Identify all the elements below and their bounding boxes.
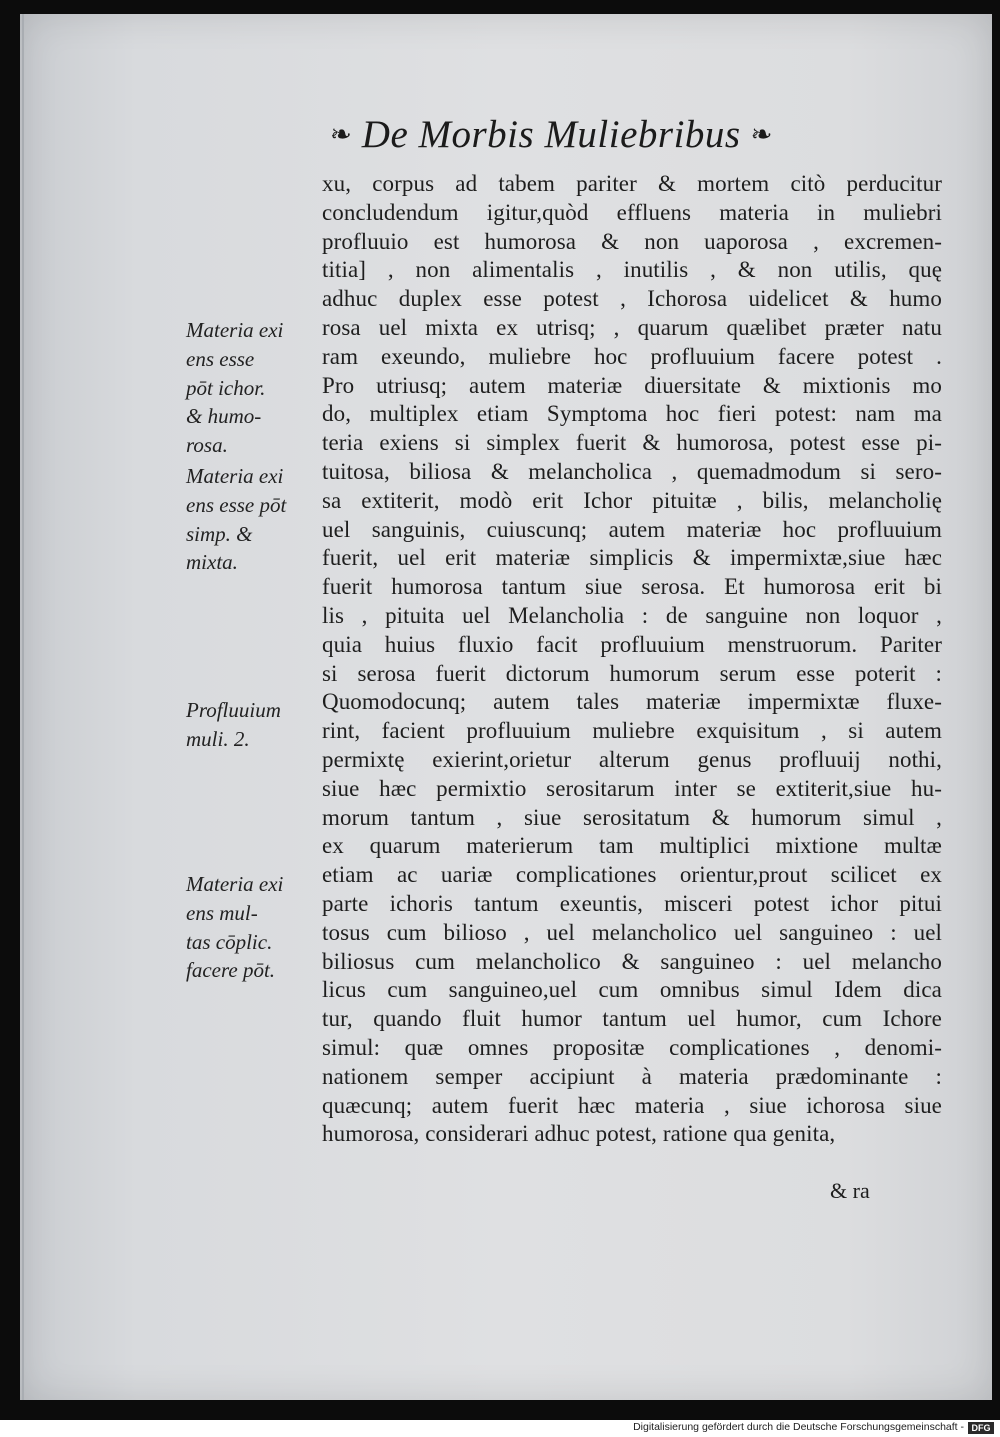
text-line: biliosus cum melancholico & sanguineo : uel melancho xyxy=(322,948,942,974)
margin-note-line: ens esse xyxy=(186,346,255,371)
margin-note-line: ens esse pōt xyxy=(186,492,287,517)
funding-credit: Digitalisierung gefördert durch die Deutsche Forschungsgemeinschaft - xyxy=(633,1421,964,1433)
text-line: simul: quæ omnes propositæ complicationes , denomi- xyxy=(322,1034,942,1060)
text-line: siue hæc permixtio serositarum inter se extiterit,siue hu- xyxy=(322,775,942,801)
text-line: adhuc duplex esse potest , Ichorosa uidelicet & humo xyxy=(322,286,942,312)
catchword: & ra xyxy=(830,1178,870,1203)
margin-note-line: tas cōplic. xyxy=(186,929,273,954)
margin-note-line: & humo- xyxy=(186,404,262,429)
running-header xyxy=(330,112,850,166)
text-line: etiam ac uariæ complicationes orientur,prout scilicet ex xyxy=(322,862,942,888)
text-line: humorosa, considerari adhuc potest, ratione qua genita, xyxy=(322,1121,836,1147)
text-line: fuerit, uel erit materiæ simplicis & impermixtæ,siue hæc xyxy=(322,545,942,571)
text-line: Pro utriusq; autem materiæ diuersitate & mixtionis mo xyxy=(322,372,942,398)
margin-note-simplex xyxy=(186,462,314,577)
margin-note-line: Materia exi xyxy=(186,872,284,896)
text-line: quia huius fluxio facit profluuium menstruorum. Pariter xyxy=(322,631,942,657)
text-line: si serosa fuerit dictorum humorum serum esse poterit : xyxy=(322,660,942,686)
text-line: tuitosa, biliosa & melancholica , quemadmodum si sero- xyxy=(322,458,942,484)
margin-note-line: pōt ichor. xyxy=(186,375,266,400)
margin-note-line: rosa. xyxy=(186,433,228,458)
text-line: lis , pituita uel Melancholia : de sanguine non loquor , xyxy=(322,602,942,628)
margin-note-line: Profluuium xyxy=(186,698,281,722)
ornament-left-icon: ❧ xyxy=(330,119,352,149)
text-line: parte ichoris tantum exeuntis, misceri potest ichor pitui xyxy=(322,890,942,916)
running-title: De Morbis Muliebribus xyxy=(361,113,741,156)
text-line: ex quarum materierum tam multiplici mixtione multæ xyxy=(322,833,942,859)
margin-note-ichor xyxy=(186,316,314,460)
text-line: Quomodocunq; autem tales materiæ impermixtæ fluxe- xyxy=(322,689,942,715)
text-line: quæcunq; autem fuerit hæc materia , siue ichorosa siue xyxy=(322,1092,942,1118)
margin-note-line: facere pōt. xyxy=(186,958,276,983)
margin-note-line: simp. & xyxy=(186,521,253,546)
text-line: licus cum sanguineo,uel cum omnibus simul Idem dica xyxy=(322,977,942,1003)
text-line: ram exeundo, muliebre hoc profluuium facere potest . xyxy=(322,343,942,369)
margin-note-line: mixta. xyxy=(186,550,238,575)
margin-note-line: Materia exi xyxy=(186,318,284,342)
dfg-logo: DFG xyxy=(968,1422,994,1434)
text-line: permixtę exierint,orietur alterum genus profluuij nothi, xyxy=(322,746,942,772)
text-line: sa extiterit, modò erit Ichor pituitæ , bilis, melancholię xyxy=(322,487,942,513)
text-line: fuerit humorosa tantum siue serosa. Et humorosa erit bi xyxy=(322,574,942,600)
text-line: xu, corpus ad tabem pariter & mortem citò perducitur xyxy=(322,171,942,196)
ornament-right-icon: ❧ xyxy=(750,119,773,149)
main-text-block xyxy=(322,170,942,1149)
margin-note-profluuium xyxy=(186,696,314,754)
text-line: do, multiplex etiam Symptoma hoc fieri potest: nam ma xyxy=(322,401,942,427)
footer-bar xyxy=(0,1420,1000,1437)
margin-note-line: muli. 2. xyxy=(186,726,250,751)
text-line: teria exiens si simplex fuerit & humorosa, potest esse pi- xyxy=(322,430,942,456)
text-line: tosus cum bilioso , uel melancholico uel sanguineo : uel xyxy=(322,919,942,945)
text-line: rint, facient profluuium muliebre exquisitum , si autem xyxy=(322,718,942,744)
margin-note-complicationes xyxy=(186,870,314,985)
text-line: morum tantum , siue serositatum & humorum simul , xyxy=(322,804,942,830)
text-line: nationem semper accipiunt à materia prædominante : xyxy=(322,1063,942,1089)
text-line: uel sanguinis, cuiuscunq; autem materiæ hoc profluuium xyxy=(322,516,942,542)
text-line: profluuio est humorosa & non uaporosa , excremen- xyxy=(322,228,942,254)
text-line: tur, quando fluit humor tantum uel humor, cum Ichore xyxy=(322,1006,942,1032)
margin-note-line: Materia exi xyxy=(186,464,284,488)
text-line: concludendum igitur,quòd effluens materia in muliebri xyxy=(322,199,942,225)
margin-note-line: ens mul- xyxy=(186,900,258,925)
text-line: rosa uel mixta ex utrisq; , quarum quælibet præter natu xyxy=(322,314,942,340)
text-line: titia] , non alimentalis , inutilis , & non utilis, quę xyxy=(322,257,942,283)
page-gutter-edge xyxy=(22,14,24,1400)
